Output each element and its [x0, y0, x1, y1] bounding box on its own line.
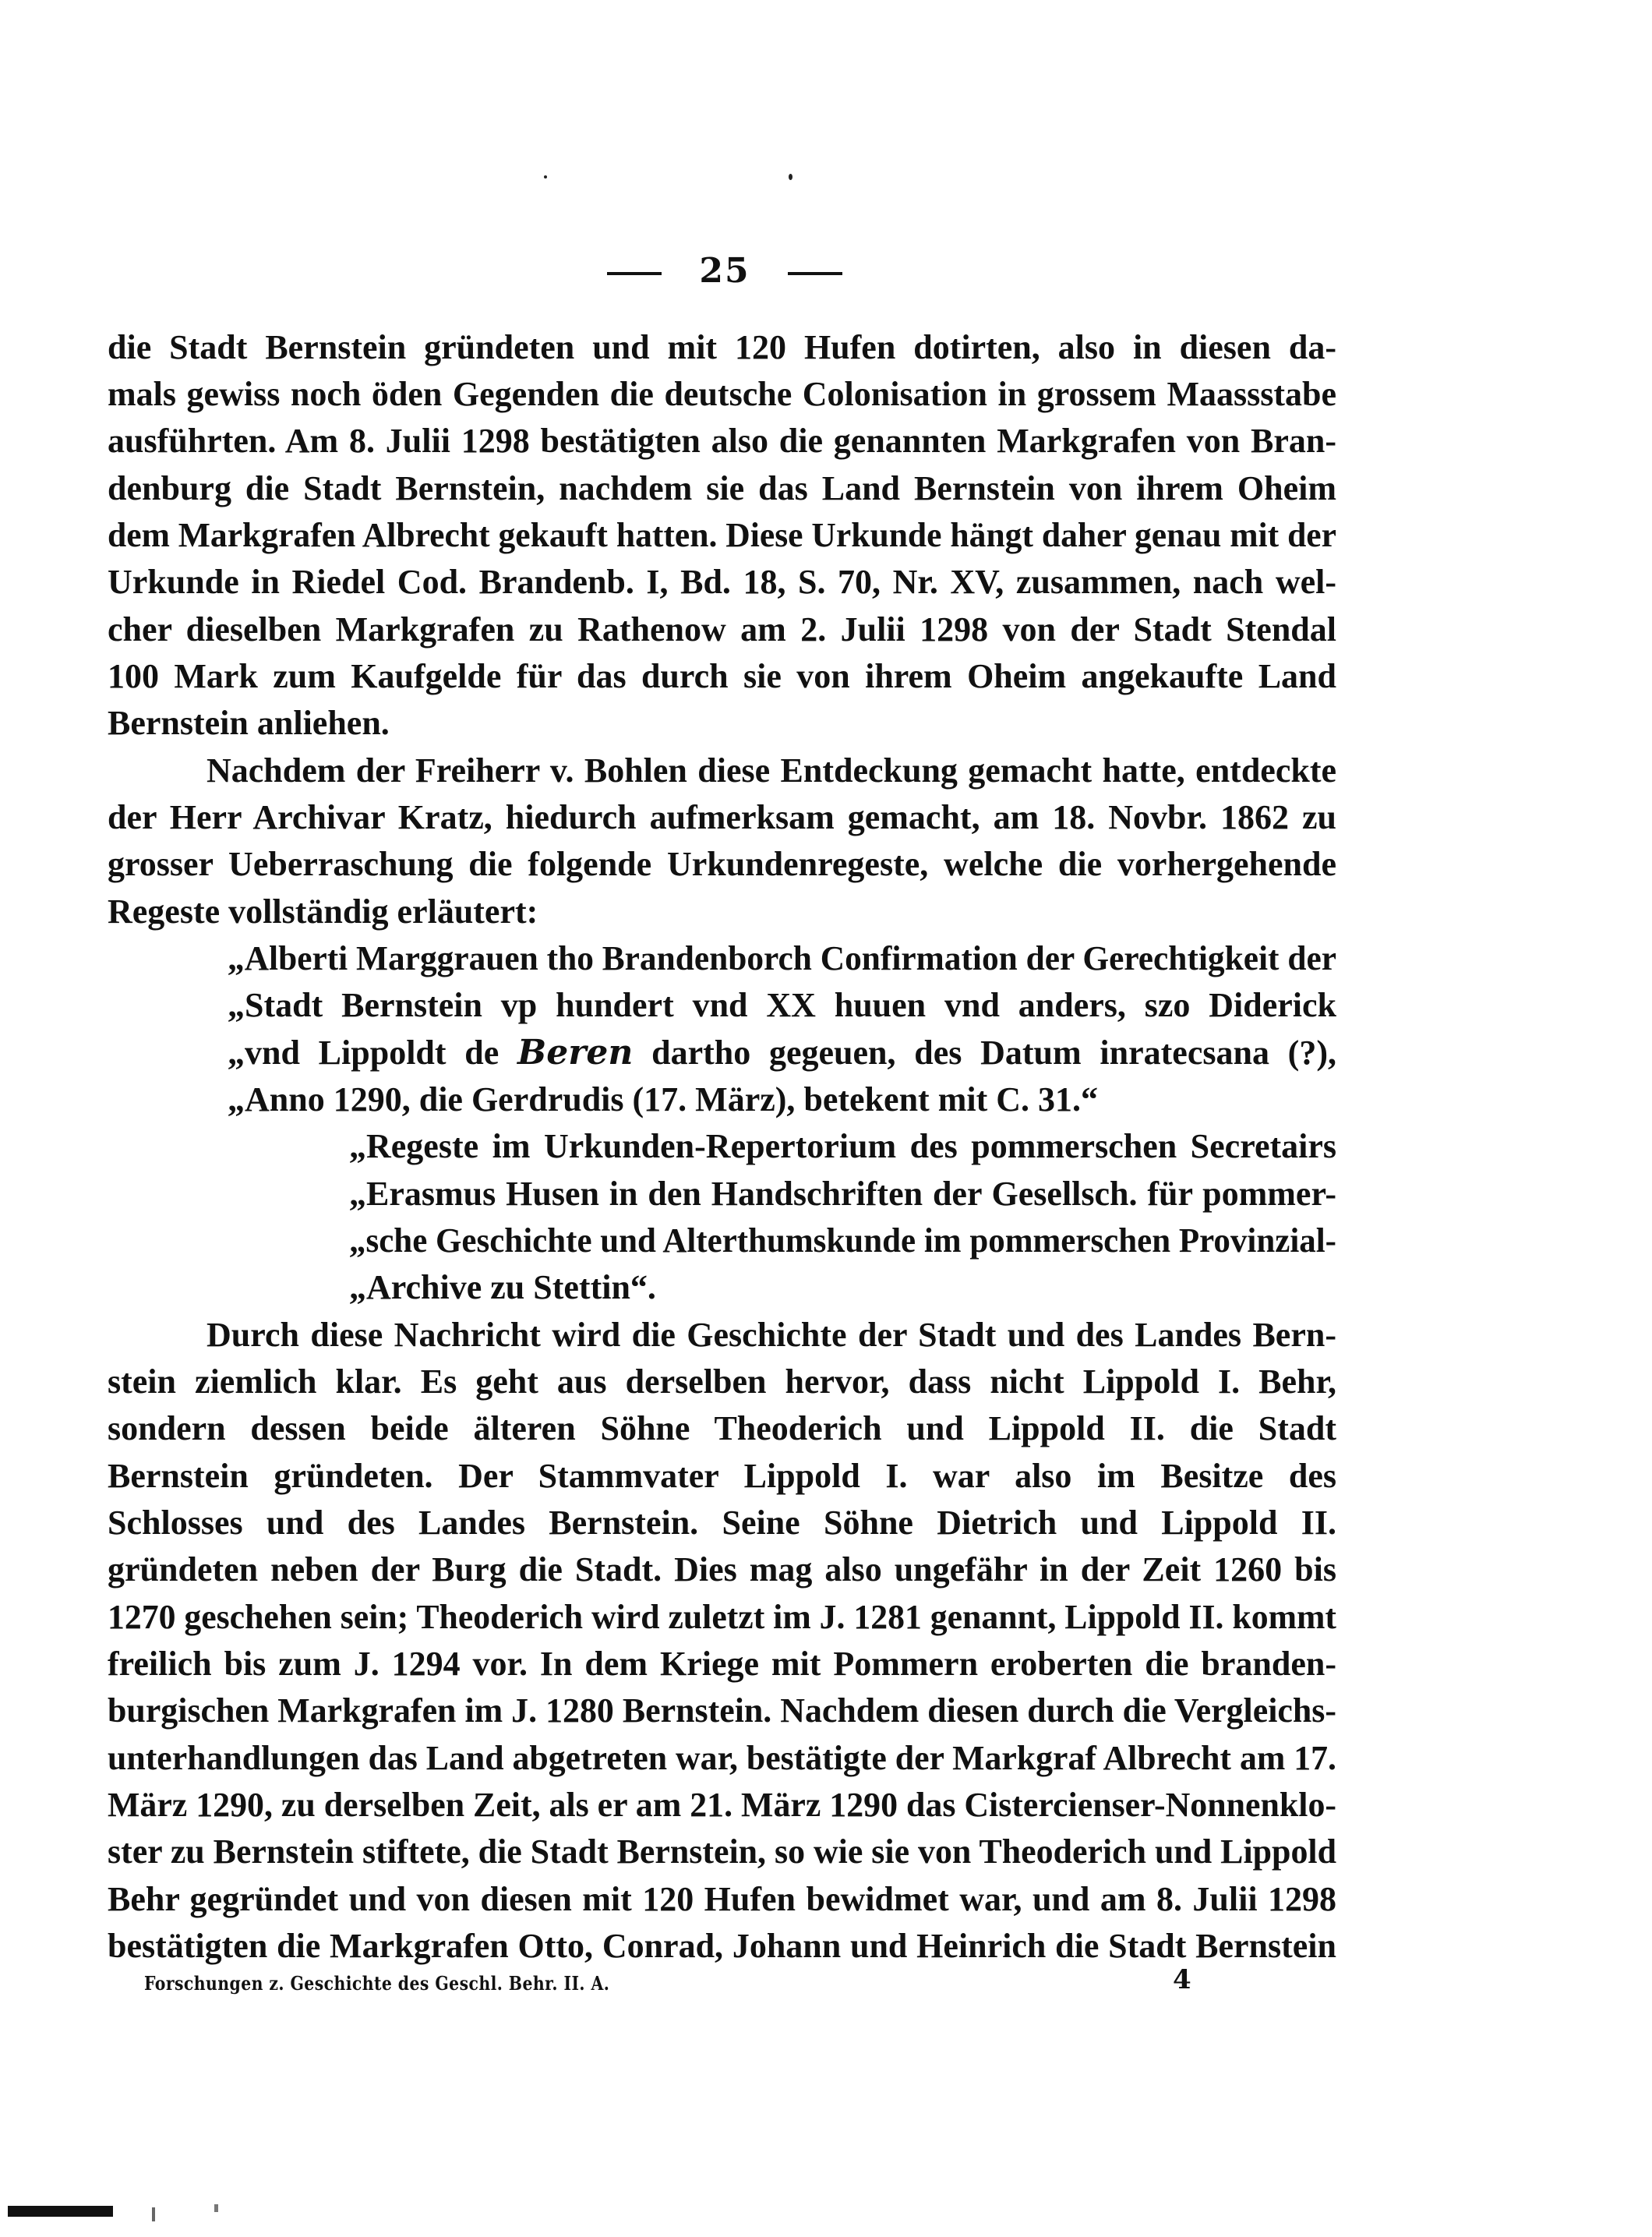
text-line: Bernstein anliehen. [108, 704, 390, 742]
text-line: bestätigten die Markgrafen Otto, Conrad, Johann und Heinrich die Stadt Bernstein [108, 1927, 1336, 1965]
dash-left [607, 272, 662, 275]
quote-line: „Erasmus Husen in den Handschriften der Gesellsch. für pommer- [349, 1175, 1336, 1213]
text-line: Durch diese Nachricht wird die Geschichte der Stadt und des Landes Bern- [206, 1316, 1336, 1354]
quote-line: „sche Geschichte und Alterthumskunde im pommerschen Provinzial- [349, 1221, 1336, 1260]
dash-right [788, 272, 842, 275]
quote-line: „Alberti Marggrauen tho Brandenborch Confirmation der Gerechtigkeit der [228, 939, 1336, 977]
text-line: burgischen Markgrafen im J. 1280 Bernstein. Nachdem diesen durch die Vergleichs- [108, 1691, 1336, 1730]
text-line: März 1290, zu derselben Zeit, als er am 21. März 1290 das Cistercienser-Nonnenklo- [108, 1786, 1336, 1824]
text-line: gründeten neben der Burg die Stadt. Dies mag also ungefähr in der Zeit 1260 bis [108, 1550, 1336, 1589]
scan-smudge [8, 2206, 113, 2217]
text-line: ausführten. Am 8. Julii 1298 bestätigten also die genannten Markgrafen von Bran- [108, 422, 1336, 460]
quote-line: „Stadt Bernstein vp hundert vnd XX huuen vnd anders, szo Diderick [228, 986, 1336, 1024]
text-line: ster zu Bernstein stiftete, die Stadt Bernstein, so wie sie von Theoderich und Lippold [108, 1832, 1336, 1871]
text-line: Behr gegründet und von diesen mit 120 Hufen bewidmet war, und am 8. Julii 1298 [108, 1880, 1336, 1918]
text-line: denburg die Stadt Bernstein, nachdem sie das Land Bernstein von ihrem Oheim [108, 469, 1336, 507]
signature-mark: 4 [1173, 1964, 1191, 1995]
text-line: stein ziemlich klar. Es geht aus derselben hervor, dass nicht Lippold I. Behr, [108, 1362, 1336, 1401]
quote-line [228, 1030, 1336, 1076]
page-number: 25 [699, 251, 750, 291]
quote-line: „Regeste im Urkunden-Repertorium des pommerschen Secretairs [349, 1127, 1336, 1165]
fraktur-word: Beren [517, 1033, 634, 1073]
print-speck [789, 174, 792, 180]
text-line: mals gewiss noch öden Gegenden die deutsche Colonisation in grossem Maassstabe [108, 375, 1336, 413]
text-line: sondern dessen beide älteren Söhne Theoderich und Lippold II. die Stadt [108, 1409, 1336, 1447]
quote-line: „Archive zu Stettin“. [349, 1268, 656, 1306]
text-line: dem Markgrafen Albrecht gekauft hatten. Diese Urkunde hängt daher genau mit der [108, 516, 1336, 554]
text-line: die Stadt Bernstein gründeten und mit 120 Hufen dotirten, also in diesen da- [108, 328, 1336, 366]
text-line: Urkunde in Riedel Cod. Brandenb. I, Bd. 18, S. 70, Nr. XV, zusammen, nach wel- [108, 563, 1336, 601]
print-speck [544, 175, 547, 178]
text-line: unterhandlungen das Land abgetreten war, bestätigte der Markgraf Albrecht am 17. [108, 1739, 1336, 1777]
text-line: Schlosses und des Landes Bernstein. Seine Söhne Dietrich und Lippold II. [108, 1504, 1336, 1542]
quote-line: „Anno 1290, die Gerdrudis (17. März), betekent mit C. 31.“ [228, 1080, 1099, 1118]
scan-smudge [152, 2207, 155, 2221]
footer-title: Forschungen z. Geschichte des Geschl. Behr. II. A. [144, 1972, 610, 1995]
page-number-header [0, 251, 1449, 291]
text-line: Regeste vollständig erläutert: [108, 892, 538, 931]
text-line: Nachdem der Freiherr v. Bohlen diese Entdeckung gemacht hatte, entdeckte [206, 751, 1336, 790]
text-line: 100 Mark zum Kaufgelde für das durch sie von ihrem Oheim angekaufte Land [108, 657, 1336, 695]
quote-text: „vnd Lippoldt de [228, 1034, 518, 1072]
text-line: der Herr Archivar Kratz, hiedurch aufmerksam gemacht, am 18. Novbr. 1862 zu [108, 798, 1336, 836]
scan-smudge [214, 2204, 218, 2212]
text-line: freilich bis zum J. 1294 vor. In dem Kriege mit Pommern eroberten die branden- [108, 1645, 1336, 1683]
text-line: cher dieselben Markgrafen zu Rathenow am 2. Julii 1298 von der Stadt Stendal [108, 610, 1336, 648]
text-line: 1270 geschehen sein; Theoderich wird zuletzt im J. 1281 genannt, Lippold II. kommt [108, 1598, 1336, 1636]
text-line: grosser Ueberraschung die folgende Urkundenregeste, welche die vorhergehende [108, 845, 1336, 883]
text-line: Bernstein gründeten. Der Stammvater Lippold I. war also im Besitze des [108, 1457, 1336, 1495]
quote-text: dartho gegeuen, des Datum inratecsana (?), [633, 1034, 1336, 1072]
